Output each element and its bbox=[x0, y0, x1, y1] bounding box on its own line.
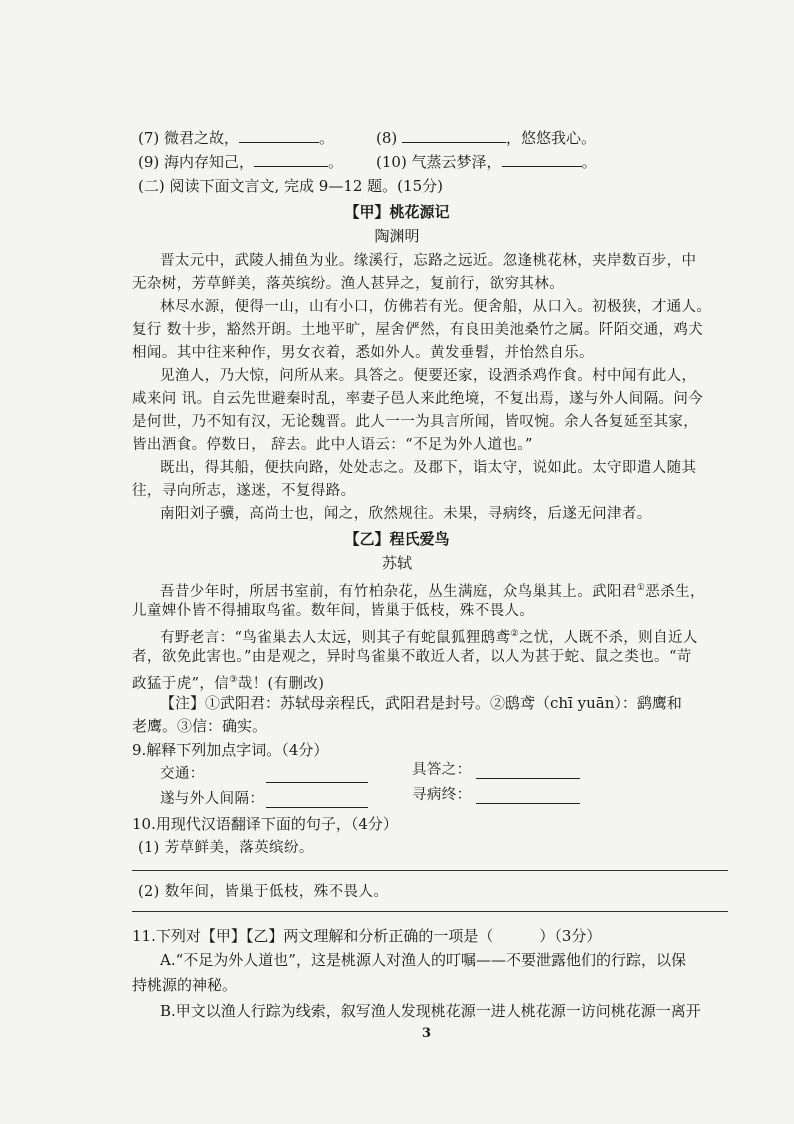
text-a-line: 既出，得其船，便扶向路，处处志之。及郡下，诣太守，说如此。太守即遣人随其 bbox=[160, 460, 697, 476]
q9-item: 交通： bbox=[160, 766, 205, 782]
page-number: 3 bbox=[422, 1026, 432, 1041]
footnote-marker: ③ bbox=[229, 675, 238, 685]
fill-item-8: (8) ，悠悠我心。 bbox=[376, 129, 597, 147]
q11-option-a-cont: 持桃源的神秘。 bbox=[132, 976, 238, 994]
q11-option-a: A.“不足为外人道也”，这是桃源人对渔人的叮嘱——不要泄露他们的行踪，以保 bbox=[160, 951, 686, 969]
text-a-line: 相闻。其中往来种作，男女衣着，悉如外人。黄发垂髫，并怡然自乐。 bbox=[132, 345, 594, 361]
text-a-line: 晋太元中，武陵人捕鱼为业。缘溪行，忘路之远近。忽逢桃花林，夹岸数百步，中 bbox=[160, 253, 697, 269]
q10-sentence: (1) 芳草鲜美，落英缤纷。 bbox=[138, 840, 314, 856]
text-b-note: 老鹰。③信：确实。 bbox=[132, 717, 268, 735]
text-a-line: 是何世，乃不知有汉，无论魏晋。此人一一为具言所闻，皆叹惋。余人各复延至其家， bbox=[132, 414, 699, 430]
text-b-note: 【注】①武阳君：苏轼母亲程氏，武阳君是封号。②鸱鸢（chī yuān）：鹞鹰和 bbox=[160, 694, 682, 712]
text-a-line: 无杂树，芳草鲜美，落英缤纷。渔人甚异之，复前行，欲穷其林。 bbox=[132, 276, 565, 292]
q9-item: 寻病终： bbox=[412, 787, 472, 803]
text-a-line: 林尽水源，便得一山，山有小口，仿佛若有光。便舍船，从口入。初极狭，才通人。 bbox=[160, 299, 712, 315]
text-a-author: 陶渊明 bbox=[374, 227, 420, 245]
text-b-line: 者，欲免此害也。”由是观之，异时鸟雀巢不敢近人者，以人为甚于蛇、鼠之类也。“苛 bbox=[132, 649, 692, 665]
text-b-author: 苏轼 bbox=[381, 554, 412, 572]
text-a-line: 皆出酒食。停数日， 辞去。此中人语云：“不足为外人道也。” bbox=[132, 437, 533, 453]
q9-stem: 9.解释下列加点字词。（4分） bbox=[132, 741, 329, 759]
text-a-line: 复行 数十步，豁然开朗。土地平旷，屋舍俨然，有良田美池桑竹之属。阡陌交通，鸡犬 bbox=[132, 322, 704, 338]
text-b-title: 【乙】程氏爱鸟 bbox=[344, 530, 450, 548]
q10-stem: 10.用现代汉语翻译下面的句子，（4分） bbox=[132, 815, 398, 833]
answer-line[interactable] bbox=[132, 911, 728, 912]
answer-blank[interactable] bbox=[254, 152, 328, 167]
fill-item-10: (10) 气蒸云梦泽， 。 bbox=[376, 153, 597, 171]
text-a-line: 往，寻向所志，遂迷，不复得路。 bbox=[132, 483, 356, 499]
answer-line[interactable] bbox=[266, 782, 368, 783]
q11-option-b: B.甲文以渔人行踪为线索，叙写渔人发现桃花源一进人桃花源一访问桃花源一离开 bbox=[160, 1002, 701, 1020]
fill-item-7: (7) 微君之故， 。 bbox=[138, 129, 335, 147]
text-b-line: 儿童婢仆皆不得捕取鸟雀。数年间，皆巢于低枝，殊不畏人。 bbox=[132, 603, 535, 619]
section-heading: (二) 阅读下面文言文, 完成 9—12 题。(15分) bbox=[138, 177, 443, 195]
fill-item-9: (9) 海内存知己， 。 bbox=[138, 153, 344, 171]
text-b-line: 吾昔少年时，所居书室前，有竹柏杂花，丛生满庭，众鸟巢其上。武阳君①恶杀生， bbox=[160, 583, 705, 600]
footnote-marker: ② bbox=[510, 629, 519, 639]
q11-stem: 11.下列对【甲】【乙】两文理解和分析正确的一项是（ ）（3分） bbox=[132, 927, 602, 945]
answer-line[interactable] bbox=[132, 870, 728, 871]
answer-line[interactable] bbox=[476, 778, 580, 779]
answer-blank[interactable] bbox=[502, 152, 582, 167]
answer-blank[interactable] bbox=[239, 128, 319, 143]
text-b-line: 政猛于虎”，信③哉！(有删改) bbox=[132, 675, 325, 692]
answer-line[interactable] bbox=[476, 803, 580, 804]
text-a-line: 南阳刘子骥，高尚士也，闻之，欣然规往。未果，寻病终，后遂无问津者。 bbox=[160, 506, 652, 522]
text-a-line: 见渔人，乃大惊，问所从来。具答之。便要还家，设酒杀鸡作食。村中闻有此人， bbox=[160, 368, 697, 384]
footnote-marker: ① bbox=[636, 583, 646, 593]
answer-blank[interactable] bbox=[402, 128, 506, 143]
text-a-title: 【甲】桃花源记 bbox=[344, 203, 450, 221]
text-b-line: 有野老言：“鸟雀巢去人太远，则其子有蛇鼠狐狸鸱鸢②之忧，人既不杀，则自近人 bbox=[160, 629, 698, 646]
q9-item: 遂与外人间隔： bbox=[160, 791, 265, 807]
answer-line[interactable] bbox=[266, 807, 368, 808]
text-a-line: 咸来问 讯。自云先世避秦时乱，率妻子邑人来此绝境，不复出焉，遂与外人间隔。问今 bbox=[132, 391, 704, 407]
q9-item: 具答之： bbox=[412, 762, 472, 778]
q10-sentence: (2) 数年间，皆巢于低枝，殊不畏人。 bbox=[138, 884, 389, 900]
